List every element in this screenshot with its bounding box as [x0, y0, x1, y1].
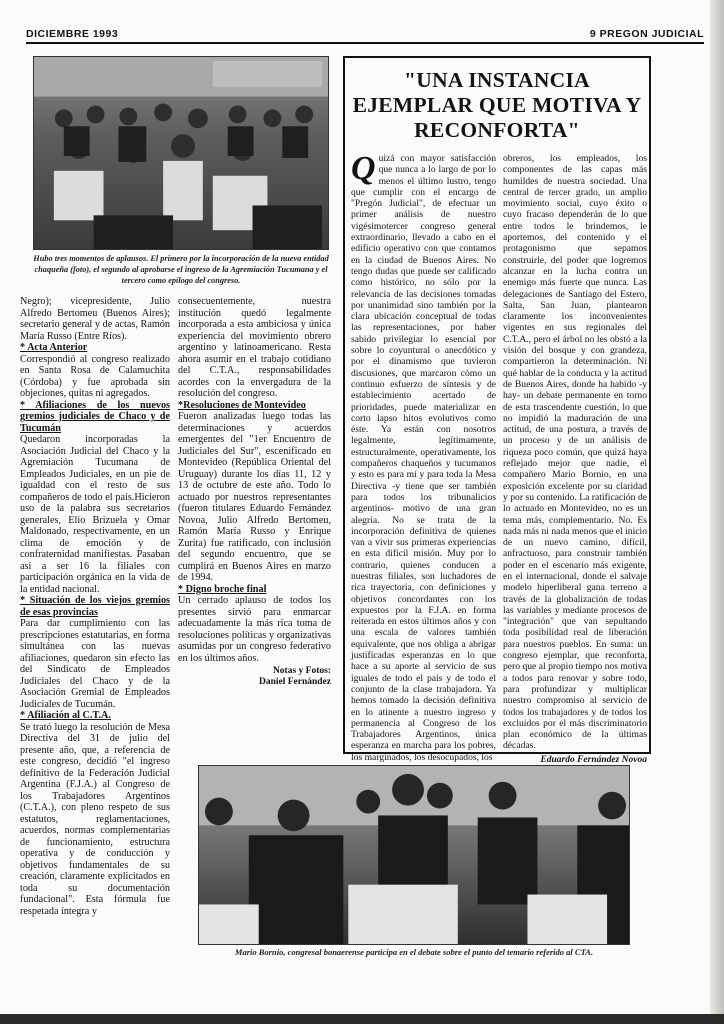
col1-subhead-acta: * Acta Anterior — [20, 342, 88, 353]
col2-subhead-broche: * Digno broche final — [178, 583, 267, 595]
opinion-text-left: uizá con mayor satisfacción que nunca a lo largo de por lo menos el último lustro, tengo que cumplir con el encargo de "Pregón Judicial", de efectuar un primer análisis de nuestro vigésimotercer congreso general extraordinario, llevado a cabo en el edificio operativo con que contamos en la ciudad de Buenos Aires. No tengo dudas que puede ser calificado como histórico, no sólo por la relevancia de las decisiones tomadas por unanimidad sino también por la clara ubicación conceptual de todas las representaciones, por haber sabido privilegiar lo esencial por sobre lo coyuntural o anecdótico y por el dinamismo que tuvieron discusiones, que marcaron cómo un continuo esfuerzo de síntesis y de establecimiento acertado de prioridades, puede materializar en corto lapso hitos evolutivos como éste. Ya están con nosotros legalmente, legítimamente, estructuralmente, operativamente, los compañeros chaqueños y tucumanos y esto es para mí y para toda la Mesa Directiva -y tiene que ser también para todos los tribunalicios argentinos- motivo de una gran alegría. No se trata de la incorporación definitiva de quienes van a vivir sus primeras experiencias en esta difícil misión. Muy por lo contrario, quienes conducen a nuestras filiales, son luchadores de rica trayectoria, con definiciones y objetivos concordantes con los expuestos por la F.J.A. en forma reiterada en estos últimos años y con una escala de valores también equivalente, que nos obliga a abrigar justificadas esperanzas en lo que hace a su aporte al servicio de sus iguales de todo el país y de todo el conjunto de la clase trabajadora. Ya hemos tomado la decisión definitiva en lo atinente a nuestro ingreso y permanencia al Congreso de los Trabajadores Argentinos, única esperanza en marcha para los pobres, los marginados, los desocupados, los — [351, 153, 496, 763]
photo2-caption: Mario Bornio, congresal bonaerense participa en el debate sobre el punto del temario referido al CTA. — [234, 947, 594, 957]
col2-paragraph-3: Un cerrado aplauso de todos los presentes sirvió para enmarcar adecuadamente la más rica toma de resoluciones políticas y organizativas asumidas por un congreso federativo en los últimos años. — [178, 595, 331, 664]
page-header — [26, 24, 704, 44]
opinion-signature: Eduardo Fernández Novoa — [540, 754, 647, 765]
col1-paragraph-1: Negro); vicepresidente, Julio Alfredo Bertomeu (Buenos Aires); secretario general y de actas, Ramón María Russo (Entre Ríos). — [20, 296, 170, 342]
col2-paragraph-1: consecuentemente, nuestra institución quedó legalmente incorporada a esta ambiciosa y única experiencia del movimiento obrero argentino y latinoamericano. Resta ahora asumir en el trabajo cotidiano del C.T.A., responsabilidades acordes con la envergadura de la resolución del congreso. — [178, 296, 331, 399]
opinion-box — [343, 56, 651, 765]
delegates-illustration — [199, 766, 629, 944]
col2-subhead-montevideo: *Resoluciones de Montevideo — [178, 399, 306, 411]
opinion-column-right — [503, 153, 647, 766]
col1-paragraph-3: Quedaron incorporadas la Asociación Judicial del Chaco y la Agremiación Tucumana de Empleados Judiciales, en un pie de igualdad con el resto de sus compañeros de todo el país.Hicieron uso de la palabra sus secretarios generales, Elio Brizuela y Omar Maldonado, respectivamente, en un clima de emoción y de confraternidad manifiestas. Pasaban así a ser 16 la filiales con participación orgánica en la vida de la entidad nacional. — [20, 434, 170, 595]
col2-paragraph-2: Fueron analizadas luego todas las determinaciones y acuerdos emergentes del "1er Encuentro de Judiciales del Sur", escenificado en Montevideo (República Oriental del Uruguay) durante los días 11, 12 y 13 de octubre de este año. Todo lo actuado por nuestros representantes (fueron titulares Eduardo Fernández Novoa, Julio Alfredo Bertomeu, Ramón María Russo y Enrique Zurita) fue ratificado, con inclusión del segundo encuentro, que se cumplirá en Buenos Aires en marzo de 1994. — [178, 411, 331, 583]
photo-credit-label: Notas y Fotos: — [272, 666, 331, 676]
col1-paragraph-5: Se trató luego la resolución de Mesa Directiva del 31 de julio del presente año, que, a referencia de este congreso, decidió "el ingreso definitivo de la Federación Judicial Argentina (F.J.A.) al Congreso de los Trabajadores Argentinos (C.T.A.), con pleno respeto de sus estatutos, reglamentaciones, acuerdos, normas complementarias de funcionamiento, estructura operativa y de conducción y objetivos fundamentales de su creación, claramente explicitados en toda su documentación fundacional". Esta fórmula fue respetada íntegra y — [20, 721, 170, 917]
drop-cap: Q — [351, 150, 376, 187]
scan-bottom-edge — [0, 1014, 724, 1024]
delegates-debate-photo — [198, 765, 630, 945]
header-page-title: 9 PREGON JUDICIAL — [589, 28, 704, 40]
header-date: DICIEMBRE 1993 — [26, 28, 119, 40]
article-column-2 — [178, 296, 331, 688]
audience-illustration — [34, 57, 328, 249]
opinion-text-right: obreros, los empleados, los componentes de las capas más humildes de nuestra sociedad. Una central de tercer grado, un amplio movimiento social, cuyo éxito o cuyo fracaso dependerán de lo que entre todos le brindemos, le aportemos, del contenido y el protagonismo que sepamos construirle, del poder que logremos alcanzar en la lucha contra un enemigo más fuerte que nunca. Las delegaciones de Santiago del Estero, Salta, San Juan, plantearon claramente los inconvenientes vigentes en sus regionales del C.T.A., pero el árbol no les obstó a la visión del bosque y con grandeza, compartieron la determinación. Ni qué hablar de la conducta y la actitud de Buenos Aires, donde ha habido -y hay- un debate permanente en torno de esta trascendente cuestión, lo que no impidió la maduración de una actitud, de una postura, a través de un proceso y de un análisis de riqueza poco común, que quizá haya reflejado mejor que nadie, el compañero Mario Bornio, en una exposición excelente por su claridad y por su contenido. La ratificación de lo actuado en Montevideo, no es un tema más, complementario. No. Es nada más ni nada menos que el inicio de un nuevo camino, difícil, anfractuoso, para construir también poder en el escenario más exigente, en el internacional, donde el salvaje modelo hiperliberal gana terreno a través de la globalización de todas las variables y mediante procesos de "integración" que van sepultando toda posibilidad real de liberación para nuestros pueblos. En suma: un congreso ejemplar, que reconforta, pero que al propio tiempo nos motiva a todos para renovar y sobre todo, para profundizar y multiplicar nuestro compromiso al servicio de todos los trabajadores y de todos los excluidos por el más discriminatorio plan económico de la últimas décadas. — [503, 153, 647, 752]
opinion-column-left — [351, 150, 496, 763]
col1-subhead-situacion: * Situación de los viejos gremios de esas provincias — [20, 595, 170, 618]
photo-credit — [178, 666, 331, 688]
col1-subhead-afiliaciones: * Afiliaciones de los nuevos gremios judiciales de Chaco y de Tucumán — [20, 399, 170, 434]
opinion-title: "UNA INSTANCIA EJEMPLAR QUE MOTIVA Y RECONFORTA" — [352, 68, 642, 142]
col1-subhead-cta: * Afiliación al C.T.A. — [20, 710, 111, 721]
article-column-1 — [20, 296, 170, 917]
photo1-caption: Hubo tres momentos de aplausos. El primero por la incorporación de la nueva entidad chaqueña (foto), el segundo al aprobarse el ingreso de la Agremiación Tucumana y el tercero como epílogo del congreso. — [33, 254, 329, 285]
col1-paragraph-2: Correspondió al congreso realizado en Santa Rosa de Calamuchita (Córdoba) y fue aprobada sin objeciones, quitas ni agregados. — [20, 353, 170, 399]
congress-audience-photo — [33, 56, 329, 250]
scan-shadow-edge — [710, 0, 724, 1024]
photo-credit-author: Daniel Fernández — [258, 677, 331, 687]
col1-paragraph-4: Para dar cumplimiento con las prescripciones estatutarias, en forma simultánea con las nuevas afiliaciones, quedaron sin efecto las del Sindicato de Empleados Judiciales del Chaco y de la Asociación Gremial de Empleados Judiciales de Tucumán. — [20, 618, 170, 710]
